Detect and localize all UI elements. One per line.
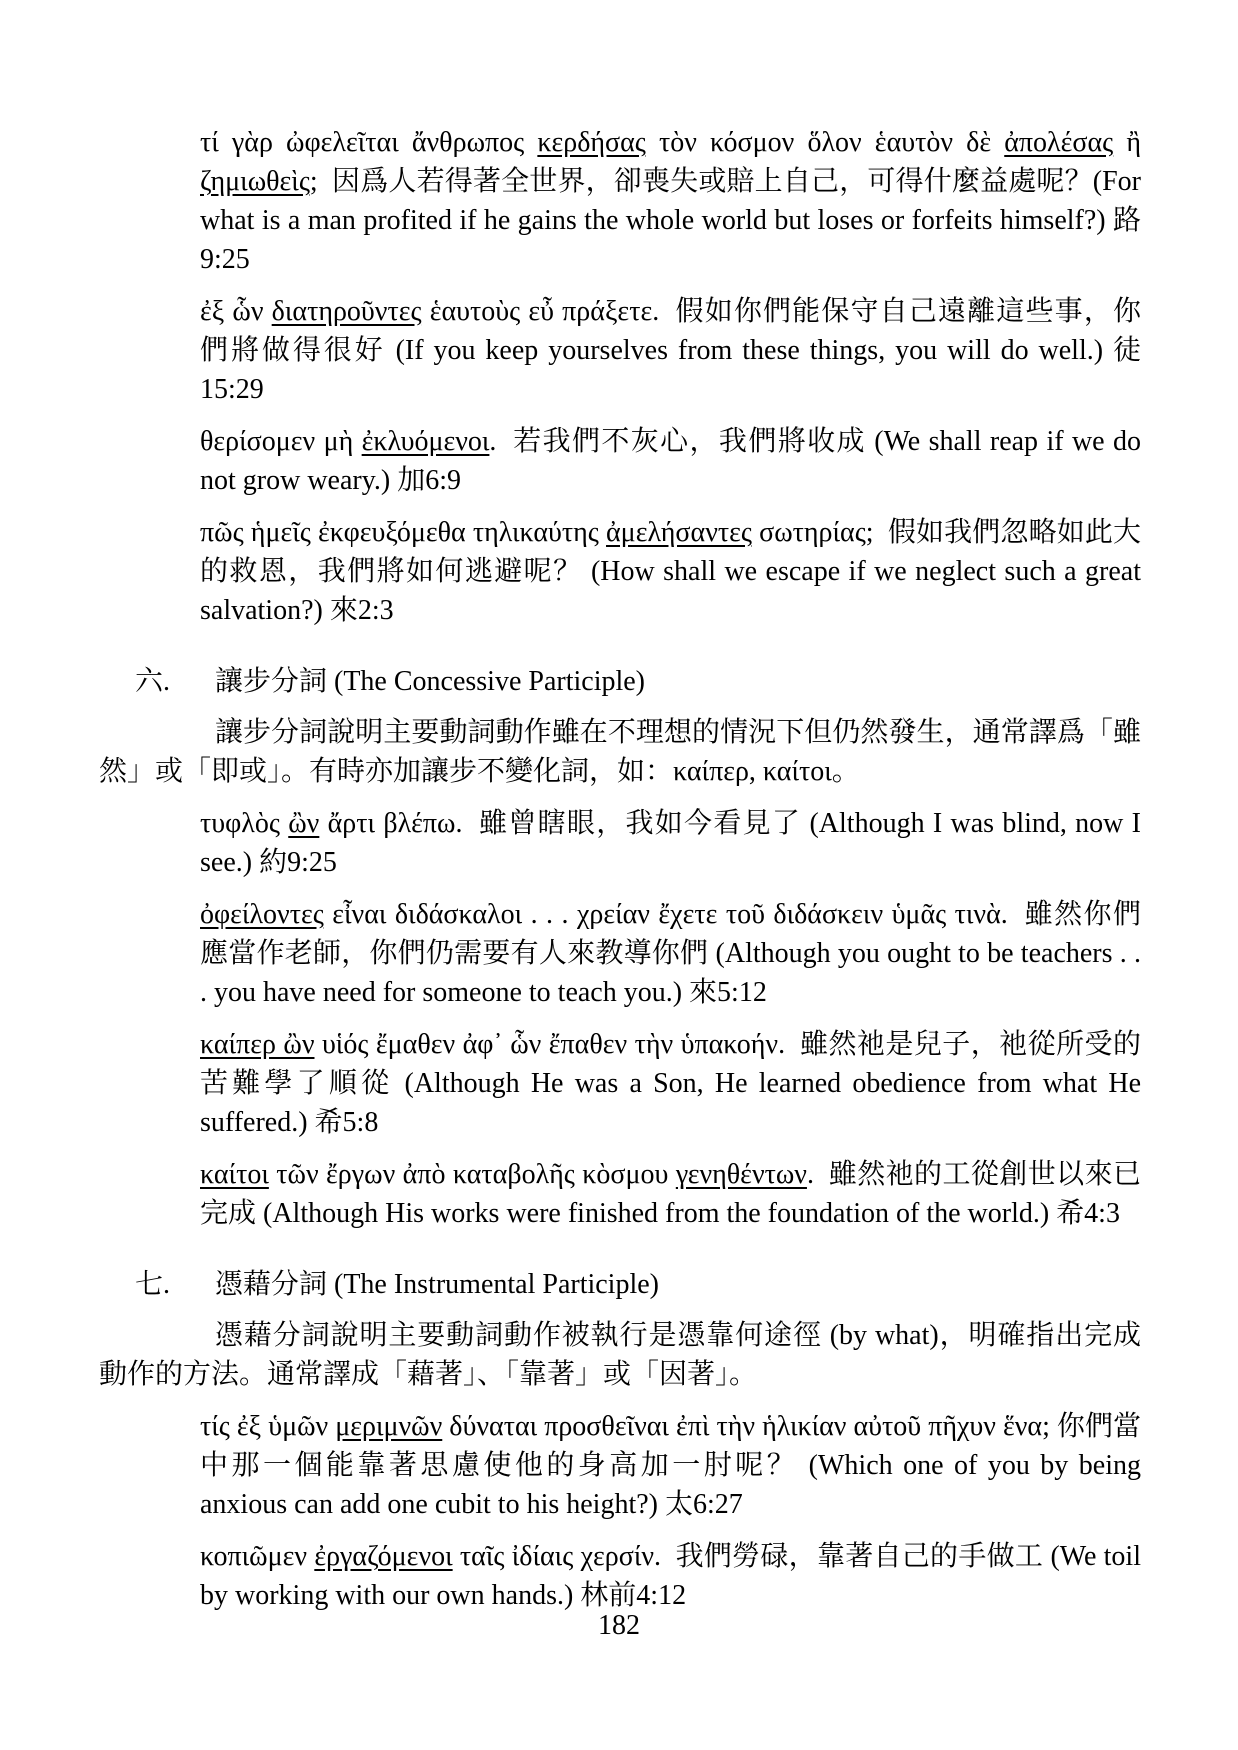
underlined-greek-text: γενηθέντων: [675, 1159, 807, 1190]
example-paragraph: [99, 513, 1141, 630]
text-segment: δύναται προσθεῖναι ἐπὶ τὴν ἡλικίαν αὐτοῦ πῆχυν ἕνα; 你們當中那一個能靠著思慮使他的身高加一肘呢？ (Which one of you by being anxious can add one cubit to his height?) 太6:27: [200, 1411, 1141, 1520]
example-paragraph: [99, 895, 1141, 1012]
text-segment: τυφλὸς: [200, 808, 289, 839]
text-segment: ; 因爲人若得著全世界，卻喪失或賠上自己，可得什麼益處呢？(For what is a man profited if he gains the whole world but loses or forfeits himself?) 路9:25: [200, 166, 1141, 275]
underlined-greek-text: καίπερ ὢν: [200, 1029, 315, 1060]
section-number: 七.: [135, 1269, 171, 1300]
text-segment: 讓步分詞說明主要動詞動作雖在不理想的情況下但仍然發生，通常譯爲「雖然」或「即或」。有時亦加讓步不變化詞，如：καίπερ, καίτοι。: [99, 717, 1141, 787]
underlined-greek-text: καίτοι: [200, 1159, 269, 1190]
section-number: 六.: [135, 666, 171, 697]
example-paragraph: [99, 1407, 1141, 1524]
example-paragraph: [99, 292, 1141, 409]
example-paragraph: [99, 123, 1141, 279]
section-heading: [99, 1265, 1141, 1304]
underlined-greek-text: μεριμνῶν: [335, 1411, 443, 1442]
text-segment: υἱός ἔμαθεν ἀφ᾽ ὧν ἔπαθεν τὴν ὑπακοήν. 雖然祂是兒子，祂從所受的苦難學了順從 (Although He was a Son, He learned obedience from what He suffered.) 希5:8: [200, 1029, 1141, 1138]
example-paragraph: [99, 1025, 1141, 1142]
document-content: [99, 123, 1141, 1628]
example-paragraph: [99, 804, 1141, 882]
text-segment: . 若我們不灰心，我們將收成 (We shall reap if we do not grow weary.) 加6:9: [200, 426, 1141, 496]
text-segment: πῶς ἡμεῖς ἐκφευξόμεθα τηλικαύτης: [200, 517, 607, 548]
text-segment: σωτηρίας; 假如我們忽略如此大的救恩，我們將如何逃避呢？ (How shall we escape if we neglect such a great salvation?) 來2:3: [200, 517, 1141, 626]
example-paragraph: [99, 422, 1141, 500]
text-segment: τὸν κόσμον ὅλον ἑαυτὸν δὲ: [645, 127, 1005, 158]
underlined-greek-text: ὀφείλοντες: [200, 899, 324, 930]
text-segment: ἢ: [1113, 127, 1142, 158]
underlined-greek-text: διατηροῦντες: [271, 296, 422, 327]
body-paragraph: [99, 713, 1141, 791]
text-segment: ταῖς ἰδίαις χερσίν. 我們勞碌，靠著自己的手做工 (We toil by working with our own hands.) 林前4:12: [200, 1541, 1141, 1611]
text-segment: εἶναι διδάσκαλοι . . . χρείαν ἔχετε τοῦ διδάσκειν ὑμᾶς τινὰ. 雖然你們應當作老師，你們仍需要有人來教導你們 (Although you ought to be teachers . . . you have need for someone to teach you.) 來5:12: [200, 899, 1141, 1008]
section-heading: [99, 662, 1141, 701]
body-paragraph: [99, 1316, 1141, 1394]
text-segment: τί γὰρ ὠφελεῖται ἄνθρωπος: [200, 127, 538, 158]
text-segment: κοπιῶμεν: [200, 1541, 315, 1572]
text-segment: θερίσομεν μὴ: [200, 426, 362, 457]
underlined-greek-text: ἀπολέσας: [1004, 127, 1114, 158]
page-number: 182: [598, 1610, 640, 1641]
text-segment: ἄρτι βλέπω. 雖曾瞎眼，我如今看見了 (Although I was blind, now I see.) 約9:25: [200, 808, 1141, 878]
text-segment: τῶν ἔργων ἀπὸ καταβολῆς κὸσμου: [268, 1159, 676, 1190]
text-segment: 憑藉分詞說明主要動詞動作被執行是憑靠何途徑 (by what)，明確指出完成動作的方法。通常譯成「藉著」、「靠著」或「因著」。: [99, 1320, 1141, 1390]
example-paragraph: [99, 1537, 1141, 1615]
section-title: 憑藉分詞 (The Instrumental Participle): [215, 1269, 659, 1300]
underlined-greek-text: κερδήσας: [537, 127, 646, 158]
text-segment: τίς ἐξ ὑμῶν: [200, 1411, 336, 1442]
underlined-greek-text: ἐργαζόμενοι: [314, 1541, 453, 1572]
text-segment: ἐξ ὧν: [200, 296, 272, 327]
section-title: 讓步分詞 (The Concessive Participle): [215, 666, 646, 697]
underlined-greek-text: ἐκλυόμενοι: [361, 426, 490, 457]
text-segment: . 雖然祂的工從創世以來已完成 (Although His works were finished from the foundation of the world.) 希4:3: [200, 1159, 1141, 1229]
underlined-greek-text: ζημιωθεὶς: [200, 166, 310, 197]
example-paragraph: [99, 1155, 1141, 1233]
underlined-greek-text: ὢν: [288, 808, 320, 839]
underlined-greek-text: ἀμελήσαντες: [606, 517, 752, 548]
text-segment: ἑαυτοὺς εὖ πράξετε. 假如你們能保守自己遠離這些事，你們將做得很好 (If you keep yourselves from these things, you will do well.) 徒15:29: [200, 296, 1141, 405]
